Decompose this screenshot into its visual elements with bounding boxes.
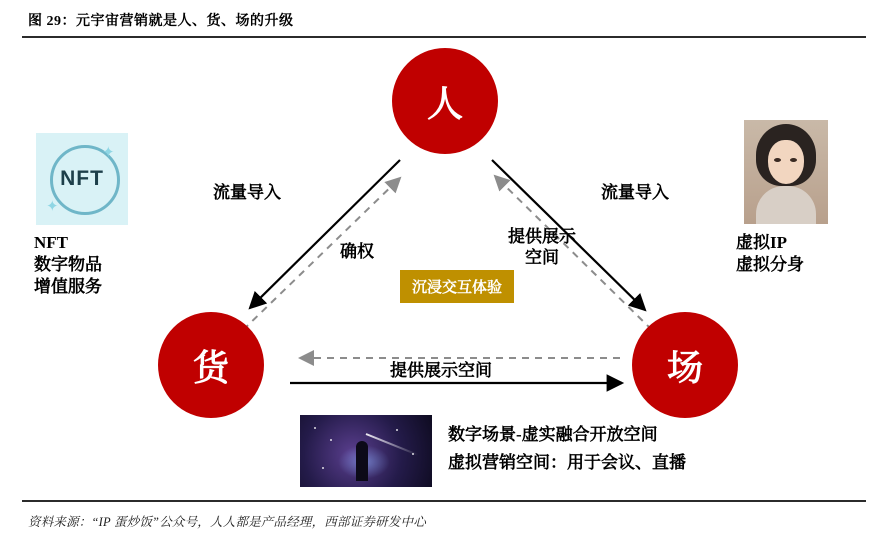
node-field[interactable]: 场: [632, 312, 738, 418]
avatar-face: [768, 140, 804, 184]
edge-label-left-traffic: 流量导入: [213, 183, 281, 202]
edge-label-confirm-rights: 确权: [340, 242, 374, 261]
figure-title: 图 29：元宇宙营销就是人、货、场的升级: [28, 14, 294, 29]
caption-nft: [34, 232, 102, 298]
caption-scene-line2: 虚拟营销空间：用于会议、直播: [448, 453, 686, 472]
edge-label-bottom-provide-display-space: 提供展示空间: [390, 361, 492, 380]
digital-scene-thumbnail: [300, 415, 432, 487]
virtual-ip-avatar-thumbnail: [744, 120, 828, 224]
status-badge-immersive-experience: 沉浸交互体验: [400, 270, 514, 303]
scene-figure-silhouette: [356, 441, 368, 481]
star-icon: [314, 427, 316, 429]
sparkle-icon: ✦: [102, 144, 115, 161]
avatar-eye-right: [790, 158, 797, 162]
edge-label-provide-display-line2: 空间: [525, 248, 559, 268]
caption-scene-line1: 数字场景-虚实融合开放空间: [448, 425, 658, 444]
star-icon: [330, 439, 332, 441]
node-person[interactable]: 人: [392, 48, 498, 154]
edge-label-provide-display-space: [508, 226, 576, 269]
edge-label-right-traffic: 流量导入: [601, 183, 669, 202]
bottom-divider: [22, 500, 866, 502]
nft-thumbnail-label: NFT: [60, 167, 104, 190]
caption-virtual-ip: [736, 232, 804, 276]
edge-label-provide-display-line1: 提供展示: [508, 227, 576, 246]
sparkle-icon: ✦: [46, 198, 59, 215]
caption-nft-line1: NFT: [34, 233, 68, 252]
caption-nft-line2: 数字物品: [34, 255, 102, 275]
star-icon: [322, 467, 324, 469]
node-goods[interactable]: 货: [158, 312, 264, 418]
caption-virtual-ip-line1: 虚拟IP: [736, 233, 787, 252]
avatar-body: [756, 186, 816, 224]
figure-source: 资料来源：“IP 蛋炒饭”公众号，人人都是产品经理，西部证券研发中心: [28, 515, 426, 529]
star-icon: [396, 429, 398, 431]
avatar-eye-left: [774, 158, 781, 162]
caption-virtual-ip-line2: 虚拟分身: [736, 255, 804, 275]
nft-thumbnail: [36, 133, 128, 225]
caption-nft-line3: 增值服务: [34, 277, 102, 297]
